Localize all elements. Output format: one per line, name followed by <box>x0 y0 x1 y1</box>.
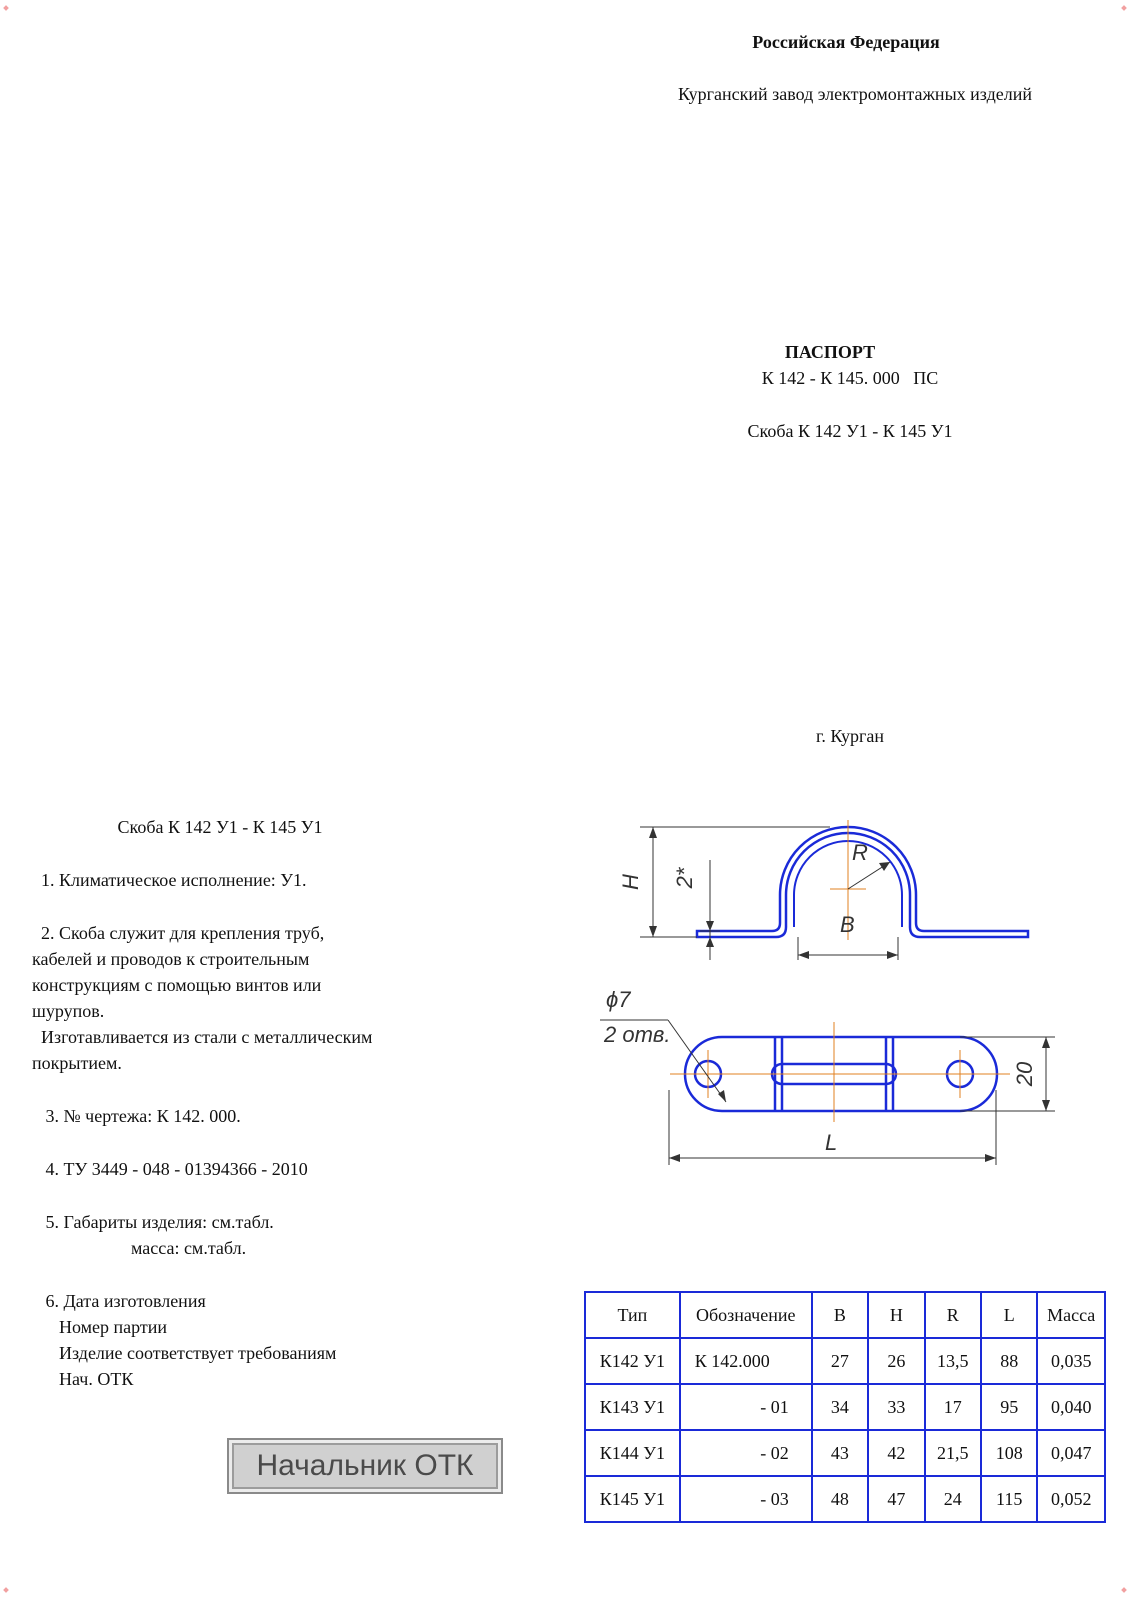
table-cell: К144 У1 <box>585 1430 680 1476</box>
city-label: г. Курган <box>815 726 884 746</box>
table-row <box>585 1430 1105 1476</box>
table-cell: К 142.000 <box>680 1338 812 1384</box>
table-cell: 17 <box>925 1384 981 1430</box>
label-r: R <box>852 840 868 865</box>
table-cell: - 02 <box>680 1430 812 1476</box>
spec-table <box>584 1291 1106 1523</box>
technical-drawing <box>600 800 1100 1200</box>
product-title: Скоба К 142 У1 - К 145 У1 <box>747 421 953 441</box>
table-header-cell: B <box>812 1292 868 1338</box>
table-cell: 95 <box>981 1384 1037 1430</box>
body-line-7: покрытием. <box>32 1053 122 1073</box>
body-line-1: 1. Климатическое исполнение: У1. <box>32 870 307 890</box>
label-b: B <box>840 912 855 937</box>
corner-mark-tr <box>1121 5 1127 11</box>
body-line-6: Изготавливается из стали с металлическим <box>32 1027 373 1047</box>
table-cell: - 01 <box>680 1384 812 1430</box>
company-name: Курганский завод электромонтажных изделий <box>678 84 1032 104</box>
body-line-4: конструкциям с помощью винтов или <box>32 975 322 995</box>
table-cell: 0,052 <box>1037 1476 1105 1522</box>
corner-mark-br <box>1121 1587 1127 1593</box>
body-line-14: Изделие соответствует требованиям <box>32 1343 337 1363</box>
table-cell: 42 <box>868 1430 924 1476</box>
body-line-5: шурупов. <box>32 1001 105 1021</box>
table-row <box>585 1338 1105 1384</box>
table-cell: 21,5 <box>925 1430 981 1476</box>
table-cell: К145 У1 <box>585 1476 680 1522</box>
table-cell: 27 <box>812 1338 868 1384</box>
body-line-10: 5. Габариты изделия: см.табл. <box>32 1212 274 1232</box>
label-20: 20 <box>1012 1061 1037 1087</box>
otk-stamp <box>227 1438 503 1494</box>
body-heading: Скоба К 142 У1 - К 145 У1 <box>117 817 323 837</box>
table-cell: 24 <box>925 1476 981 1522</box>
body-line-9: 4. ТУ 3449 - 048 - 01394366 - 2010 <box>32 1159 308 1179</box>
body-line-11: масса: см.табл. <box>32 1238 247 1258</box>
table-cell: 13,5 <box>925 1338 981 1384</box>
table-header-cell: L <box>981 1292 1037 1338</box>
table-cell: К142 У1 <box>585 1338 680 1384</box>
otk-stamp-text: Начальник ОТК <box>256 1449 474 1482</box>
label-2: 2* <box>672 867 697 889</box>
table-cell: 33 <box>868 1384 924 1430</box>
table-cell: К143 У1 <box>585 1384 680 1430</box>
body-line-2: 2. Скоба служит для крепления труб, <box>32 923 325 943</box>
table-header-cell: Тип <box>585 1292 680 1338</box>
table-cell: 0,040 <box>1037 1384 1105 1430</box>
table-header-cell: H <box>868 1292 924 1338</box>
table-header-row <box>585 1292 1105 1338</box>
table-cell: 115 <box>981 1476 1037 1522</box>
table-cell: 26 <box>868 1338 924 1384</box>
country-title: Российская Федерация <box>752 32 940 52</box>
table-header-cell: Обозначение <box>680 1292 812 1338</box>
table-cell: 88 <box>981 1338 1037 1384</box>
body-line-13: Номер партии <box>32 1317 168 1337</box>
table-row <box>585 1384 1105 1430</box>
label-h: H <box>618 874 643 890</box>
table-header-cell: Масса <box>1037 1292 1105 1338</box>
table-header-cell: R <box>925 1292 981 1338</box>
label-holes: 2 отв. <box>604 1022 671 1047</box>
corner-mark-bl <box>3 1587 9 1593</box>
table-cell: 48 <box>812 1476 868 1522</box>
table-cell: 108 <box>981 1430 1037 1476</box>
corner-mark-tl <box>3 5 9 11</box>
table-row <box>585 1476 1105 1522</box>
table-cell: - 03 <box>680 1476 812 1522</box>
table-cell: 47 <box>868 1476 924 1522</box>
body-line-8: 3. № чертежа: К 142. 000. <box>32 1106 241 1126</box>
label-l: L <box>825 1130 838 1155</box>
table-cell: 0,047 <box>1037 1430 1105 1476</box>
body-line-3: кабелей и проводов к строительным <box>32 949 310 969</box>
body-line-15: Нач. ОТК <box>32 1369 134 1389</box>
doc-code: К 142 - К 145. 000 ПС <box>761 368 939 388</box>
table-cell: 34 <box>812 1384 868 1430</box>
body-line-12: 6. Дата изготовления <box>32 1291 206 1311</box>
table-cell: 0,035 <box>1037 1338 1105 1384</box>
label-d7: ϕ7 <box>606 987 631 1012</box>
table-cell: 43 <box>812 1430 868 1476</box>
doc-type-title: ПАСПОРТ <box>784 342 876 362</box>
